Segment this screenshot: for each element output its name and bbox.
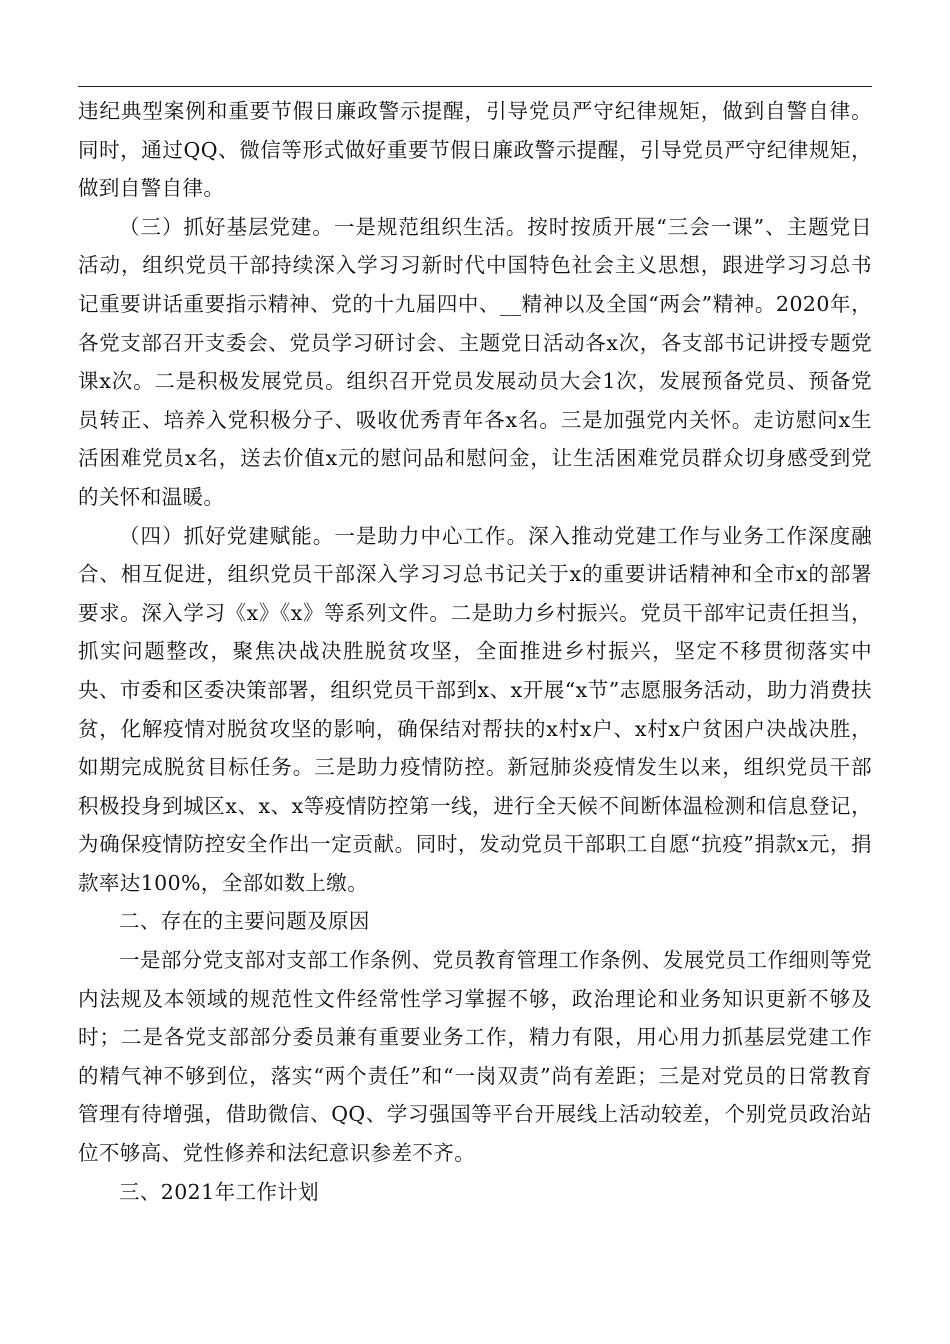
header-rule xyxy=(78,86,872,87)
paragraph-problems-and-causes: 一是部分党支部对支部工作条例、党员教育管理工作条例、发展党员工作细则等党内法规及本领域的规范性文件经常性学习掌握不够，政治理论和业务知识更新不够及时；二是各党支部部分委员兼有重要业务工作，精力有限，用心用力抓基层党建工作的精气神不够到位，落实“两个责任”和“一岗双责”尚有差距；三是对党员的日常教育管理有待增强，借助微信、QQ、学习强国等平台开展线上活动较差，个别党员政治站位不够高、党性修养和法纪意识参差不齐。 xyxy=(78,948,872,1166)
document-body xyxy=(78,92,872,1211)
paragraph-continuation: 违纪典型案例和重要节假日廉政警示提醒，引导党员严守纪律规矩，做到自警自律。同时，通过QQ、微信等形式做好重要节假日廉政警示提醒，引导党员严守纪律规矩，做到自警自律。 xyxy=(78,99,872,201)
heading-2021-work-plan: 三、2021年工作计划 xyxy=(119,1179,320,1204)
paragraph-section-4-party-building-empowerment: （四）抓好党建赋能。一是助力中心工作。深入推动党建工作与业务工作深度融合、相互促进，组织党员干部深入学习习总书记关于x的重要讲话精神和全市x的部署要求。深入学习《x》《x》等系列文件。二是助力乡村振兴。党员干部牢记责任担当，抓实问题整改，聚焦决战决胜脱贫攻坚，全面推进乡村振兴，坚定不移贯彻落实中央、市委和区委决策部署，组织党员干部到x、x开展“x节”志愿服务活动，助力消费扶贫，化解疫情对脱贫攻坚的影响，确保结对帮扶的x村x户、x村x户贫困户决战决胜，如期完成脱贫目标任务。三是助力疫情防控。新冠肺炎疫情发生以来，组织党员干部积极投身到城区x、x、x等疫情防控第一线，进行全天候不间断体温检测和信息登记，为确保疫情防控安全作出一定贡献。同时，发动党员干部职工自愿“抗疫”捐款x元，捐款率达100%，全部如数上缴。 xyxy=(78,523,872,895)
paragraph-section-3-grassroots-party-building: （三）抓好基层党建。一是规范组织生活。按时按质开展“三会一课”、主题党日活动，组织党员干部持续深入学习习新时代中国特色社会主义思想，跟进学习习总书记重要讲话重要指示精神、党的十九届四中、__精神以及全国“两会”精神。2020年，各党支部召开支委会、党员学习研讨会、主题党日活动各x次，各支部书记讲授专题党课x次。二是积极发展党员。组织召开党员发展动员大会1次，发展预备党员、预备党员转正、培养入党积极分子、吸收优秀青年各x名。三是加强党内关怀。走访慰问x生活困难党员x名，送去价值x元的慰问品和慰问金，让生活困难党员群众切身感受到党的关怀和温暖。 xyxy=(78,214,872,509)
heading-main-problems: 二、存在的主要问题及原因 xyxy=(119,909,370,934)
